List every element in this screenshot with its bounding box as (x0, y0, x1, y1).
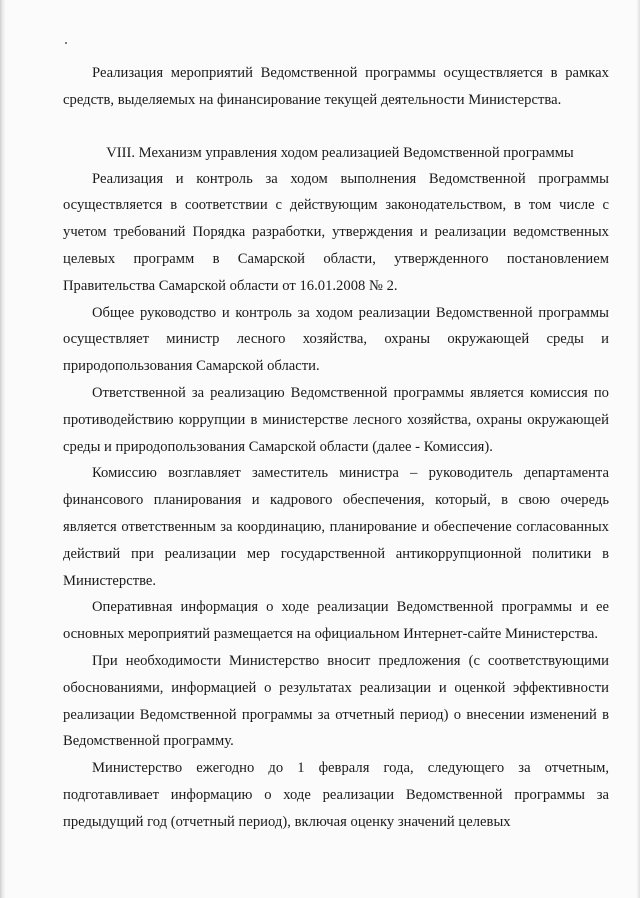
paragraph-responsible-commission: Ответственной за реализацию Ведомственной программы является комиссия по противодействию коррупции в министерстве лесного хозяйства, охраны окружающей среды и природопользования Самарской области (далее - Комиссия). (63, 384, 609, 455)
section-heading: VIII. Механизм управления ходом реализацией Ведомственной программы (106, 144, 574, 161)
paragraph-general-management: Общее руководство и контроль за ходом реализации Ведомственной программы осуществляет министр лесного хозяйства, охраны окружающей среды и природопользования Самарской области. (63, 304, 609, 375)
paragraph-operational-info: Оперативная информация о ходе реализации Ведомственной программы и ее основных мероприятий размещается на официальном Интернет-сайте Министерства. (63, 599, 609, 643)
paragraph-amendment-proposals: При необходимости Министерство вносит предложения (с соответствующими обоснованиями, информацией о результатах реализации и оценкой эффективности реализации Ведомственной программы за отчетный период) о внесении изменений в Ведомственной программу. (63, 652, 609, 750)
scan-speck (65, 42, 67, 44)
intro-paragraph: Реализация мероприятий Ведомственной программы осуществляется в рамках средств, выделяемых на финансирование текущей деятельности Министерства. (63, 65, 609, 108)
scan-edge-left (0, 0, 5, 898)
paragraph-commission-head: Комиссию возглавляет заместитель министра – руководитель департамента финансового планирования и кадрового обеспечения, который, в свою очередь является ответственным за координацию, планирование и обеспечение согласованных действий при реализации мер государственной антикоррупционной политики в Министерстве. (63, 465, 609, 589)
document-body (63, 60, 609, 836)
paragraph-legal-basis: Реализация и контроль за ходом выполнения Ведомственной программы осуществляется в соответствии с действующим законодательством, в том числе с учетом требований Порядка разработки, утверждения и реализации ведомственных целевых программ в Самарской области, утвержденного постановлением Правительства Самарской области от 16.01.2008 № 2. (63, 170, 609, 294)
paragraph-annual-report: Министерство ежегодно до 1 февраля года, следующего за отчетным, подготавливает информацию о ходе реализации Ведомственной программы за предыдущий год (отчетный период), включая оценку значений целевых (63, 760, 609, 830)
